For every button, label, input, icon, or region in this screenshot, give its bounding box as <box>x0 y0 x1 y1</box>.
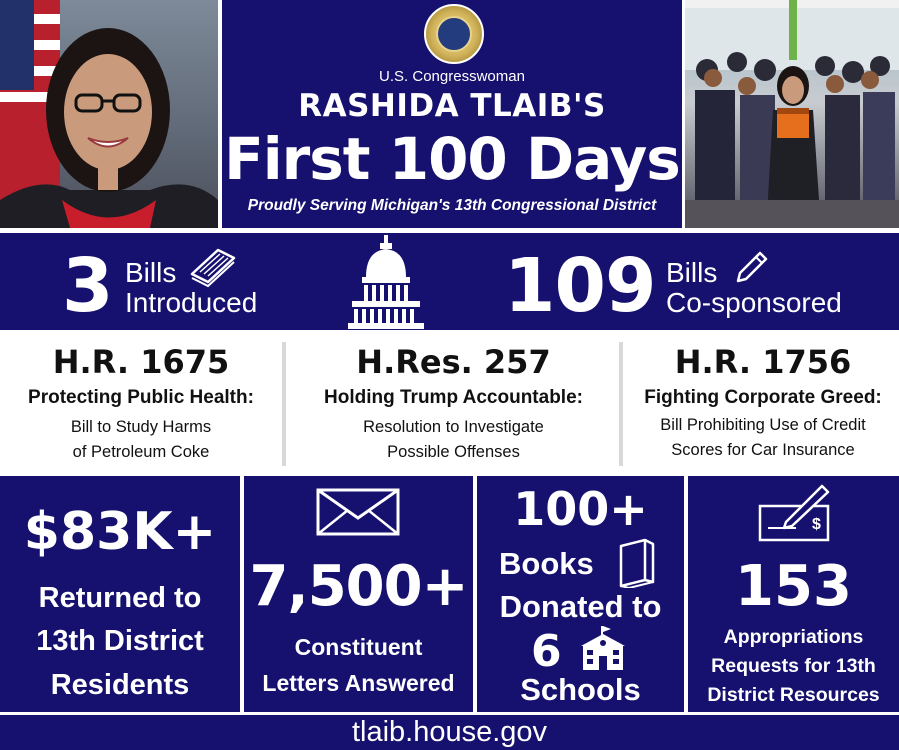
books-line-1: Books <box>499 546 594 581</box>
bills-cosponsored-label-2: Co-sponsored <box>666 287 842 318</box>
returned-panel <box>0 476 240 712</box>
returned-line-1: Returned to <box>38 582 202 614</box>
appropriations-line-2: Requests for 13th <box>711 655 876 677</box>
bill-title: Fighting Corporate Greed: <box>644 387 882 408</box>
envelope-icon <box>316 488 400 536</box>
appropriations-value: 153 <box>735 554 852 619</box>
bill-description: Bill Prohibiting Use of Credit Scores for Car Insurance <box>660 416 866 459</box>
bill-card <box>627 333 899 472</box>
book-icon <box>617 536 657 588</box>
capitol-dome-icon <box>346 235 426 329</box>
divider <box>282 342 286 466</box>
appropriations-line-1: Appropriations <box>723 626 864 648</box>
bills-cosponsored-count: 109 <box>504 243 656 329</box>
bill-number: H.R. 1756 <box>674 343 852 381</box>
bill-number: H.Res. 257 <box>356 343 551 381</box>
congresswoman-portrait <box>0 0 218 228</box>
divider <box>619 342 623 466</box>
appropriations-panel <box>688 476 899 712</box>
pretitle: U.S. Congresswoman <box>379 68 525 85</box>
schools-count: 6 <box>531 626 562 677</box>
books-value: 100+ <box>513 482 648 536</box>
bill-title: Holding Trump Accountable: <box>324 387 583 408</box>
papers-icon <box>188 244 238 288</box>
congresswoman-name: RASHIDA TLAIB'S <box>298 88 606 124</box>
books-line-2: Donated to <box>499 589 662 624</box>
bill-number: H.R. 1675 <box>52 343 230 381</box>
bills-introduced-label-2: Introduced <box>125 287 258 318</box>
appropriations-line-3: District Resources <box>707 684 880 706</box>
returned-line-3: Residents <box>50 669 190 701</box>
returned-line-2: 13th District <box>36 625 204 657</box>
bills-introduced-count: 3 <box>62 243 114 329</box>
books-panel <box>477 476 684 712</box>
headline: First 100 Days <box>224 125 680 193</box>
check-icon <box>756 482 836 544</box>
books-line-3: Schools <box>520 672 641 707</box>
returned-value: $83K+ <box>23 502 217 562</box>
stats-band <box>0 233 899 330</box>
bill-description: Resolution to Investigate Possible Offenses <box>363 418 544 461</box>
bill-card <box>288 333 619 472</box>
school-icon <box>577 626 629 672</box>
website-link[interactable]: tlaib.house.gov <box>351 716 548 748</box>
svg-text:$: $ <box>812 516 821 533</box>
bill-description: Bill to Study Harms of Petroleum Coke <box>70 418 212 461</box>
letters-panel <box>244 476 473 712</box>
bill-card <box>0 333 282 472</box>
letters-line-2: Letters Answered <box>262 670 455 696</box>
students-photo <box>685 0 899 228</box>
bills-introduced-label-1: Bills <box>125 257 177 288</box>
footer <box>0 715 899 750</box>
bills-cosponsored-label-1: Bills <box>666 257 718 288</box>
subtitle: Proudly Serving Michigan's 13th Congressional District <box>247 197 657 214</box>
house-seal-icon <box>424 4 484 64</box>
bill-title: Protecting Public Health: <box>28 387 254 408</box>
letters-value: 7,500+ <box>249 554 468 619</box>
pencil-icon <box>732 247 772 287</box>
letters-line-1: Constituent <box>294 634 423 660</box>
